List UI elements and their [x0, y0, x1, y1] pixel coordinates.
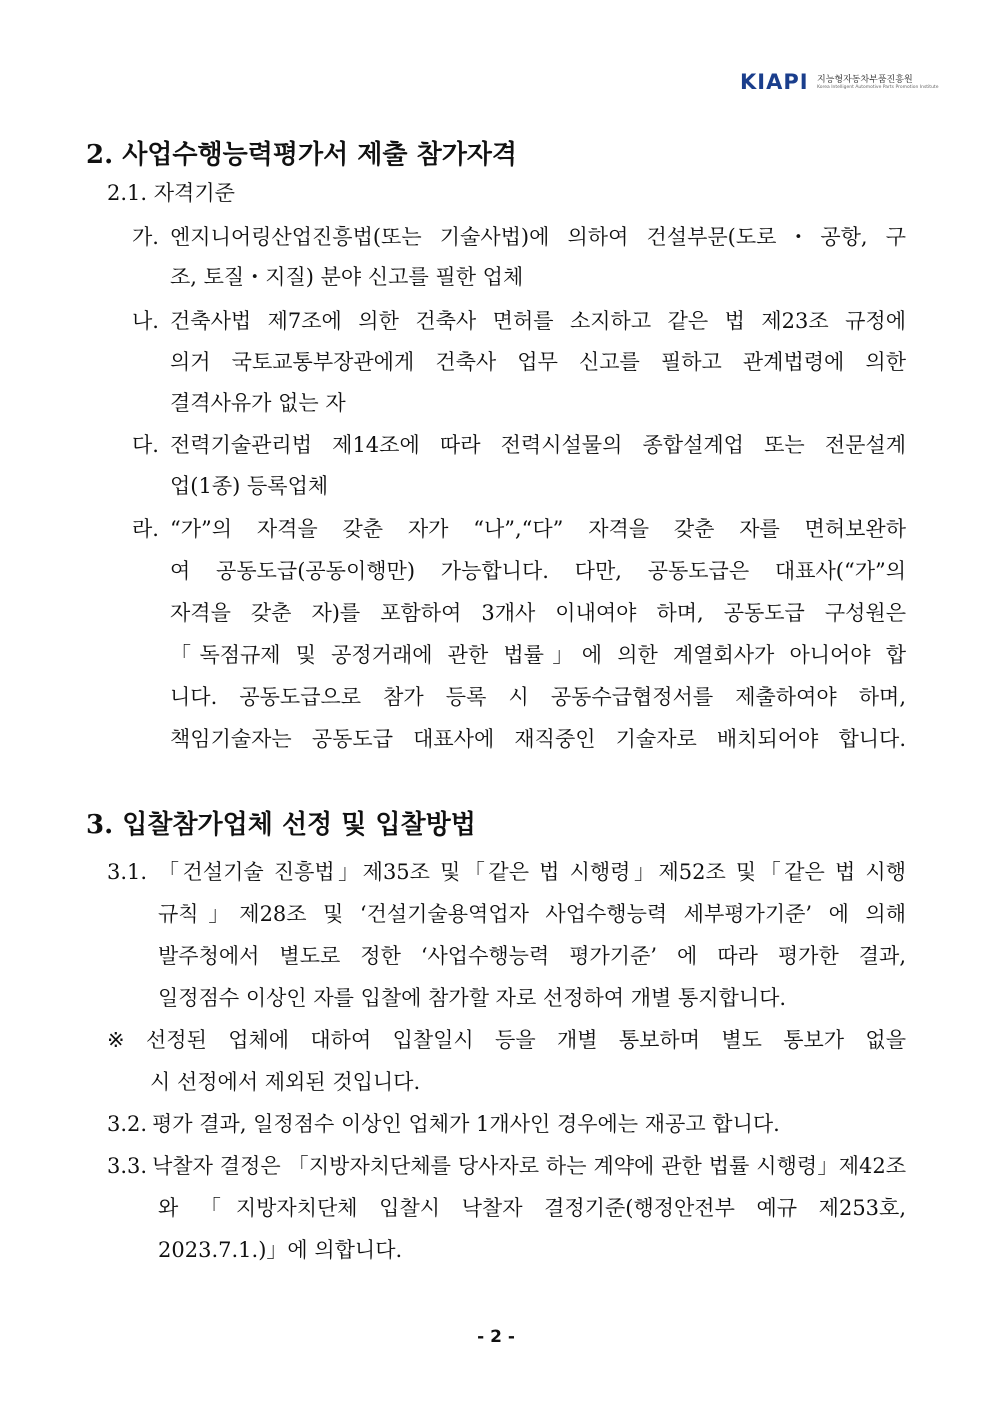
item-3-1-line: 「건설기술 진흥법」제35조 및「같은 법 시행령」제52조 및「같은 법 시행 [158, 860, 906, 884]
item-ra-line: 「독점규제 및 공정거래에 관한 법률」에 의한 계열회사가 아니어야 합 [170, 643, 906, 667]
note-line: 선정된 업체에 대하여 입찰일시 등을 개별 통보하며 별도 통보가 없을 [146, 1028, 906, 1052]
item-3-1-line: 규칙」제28조 및 ‘건설기술용역업자 사업수행능력 세부평가기준’ 에 의해 [158, 902, 906, 926]
logo-name: 지능형자동차부품진흥원 [817, 75, 913, 85]
logo-mark: KIAPI [740, 70, 809, 94]
item-na-line: 의거 국토교통부장관에게 건축사 업무 신고를 필하고 관계법령에 의한 [170, 350, 906, 374]
item-na-line: 건축사법 제7조에 의한 건축사 면허를 소지하고 같은 법 제23조 규정에 [170, 309, 906, 333]
item-na-marker: 나. [132, 309, 159, 333]
section2-heading: 2. 사업수행능력평가서 제출 참가자격 [86, 140, 518, 170]
page-number: - 2 - [477, 1327, 515, 1347]
item-ra-marker: 라. [132, 517, 159, 541]
section2-subheading: 2.1. 자격기준 [107, 181, 235, 205]
section3-heading: 3. 입찰참가업체 선정 및 입찰방법 [86, 810, 476, 840]
note-marker: ※ [107, 1028, 125, 1052]
item-na-line: 결격사유가 없는 자 [170, 391, 346, 415]
item-ra-line: 책임기술자는 공동도급 대표사에 재직중인 기술자로 배치되어야 합니다. [170, 727, 906, 751]
item-ga-line: 조, 토질・지질) 분야 신고를 필한 업체 [170, 265, 524, 289]
item-da-line: 전력기술관리법 제14조에 따라 전력시설물의 종합설계업 또는 전문설계 [170, 433, 906, 457]
logo-subtitle: Korea Intelligent Automotive Parts Promotion Institute [817, 85, 939, 90]
kiapi-logo [740, 70, 939, 94]
item-ga-marker: 가. [132, 225, 159, 249]
item-ga-line: 엔지니어링산업진흥법(또는 기술사법)에 의하여 건설부문(도로・공항, 구 [170, 225, 906, 249]
item-3-3-line: 낙찰자 결정은 「지방자치단체를 당사자로 하는 계약에 관한 법률 시행령」제42조 [152, 1154, 906, 1178]
item-ra-line: 니다. 공동도급으로 참가 등록 시 공동수급협정서를 제출하여야 하며, [170, 685, 906, 709]
item-3-1-line: 일정점수 이상인 자를 입찰에 참가할 자로 선정하여 개별 통지합니다. [158, 986, 787, 1010]
item-3-3-line: 2023.7.1.)」에 의합니다. [158, 1238, 403, 1262]
item-3-2-marker: 3.2. [107, 1112, 148, 1136]
item-3-1-line: 발주청에서 별도로 정한 ‘사업수행능력 평가기준’ 에 따라 평가한 결과, [158, 944, 906, 968]
item-ra-line: 여 공동도급(공동이행만) 가능합니다. 다만, 공동도급은 대표사(“가”의 [170, 559, 906, 583]
item-3-3-line: 와 「지방자치단체 입찰시 낙찰자 결정기준(행정안전부 예규 제253호, [158, 1196, 906, 1220]
item-3-3-marker: 3.3. [107, 1154, 148, 1178]
item-ra-line: “가”의 자격을 갖춘 자가 “나”,“다” 자격을 갖춘 자를 면허보완하 [170, 517, 906, 541]
item-da-line: 업(1종) 등록업체 [170, 474, 329, 498]
note-line: 시 선정에서 제외된 것입니다. [150, 1070, 421, 1094]
item-ra-line: 자격을 갖춘 자)를 포함하여 3개사 이내여야 하며, 공동도급 구성원은 [170, 601, 906, 625]
item-3-2-line: 평가 결과, 일정점수 이상인 업체가 1개사인 경우에는 재공고 합니다. [152, 1112, 780, 1136]
item-3-1-marker: 3.1. [107, 860, 148, 884]
item-da-marker: 다. [132, 433, 159, 457]
